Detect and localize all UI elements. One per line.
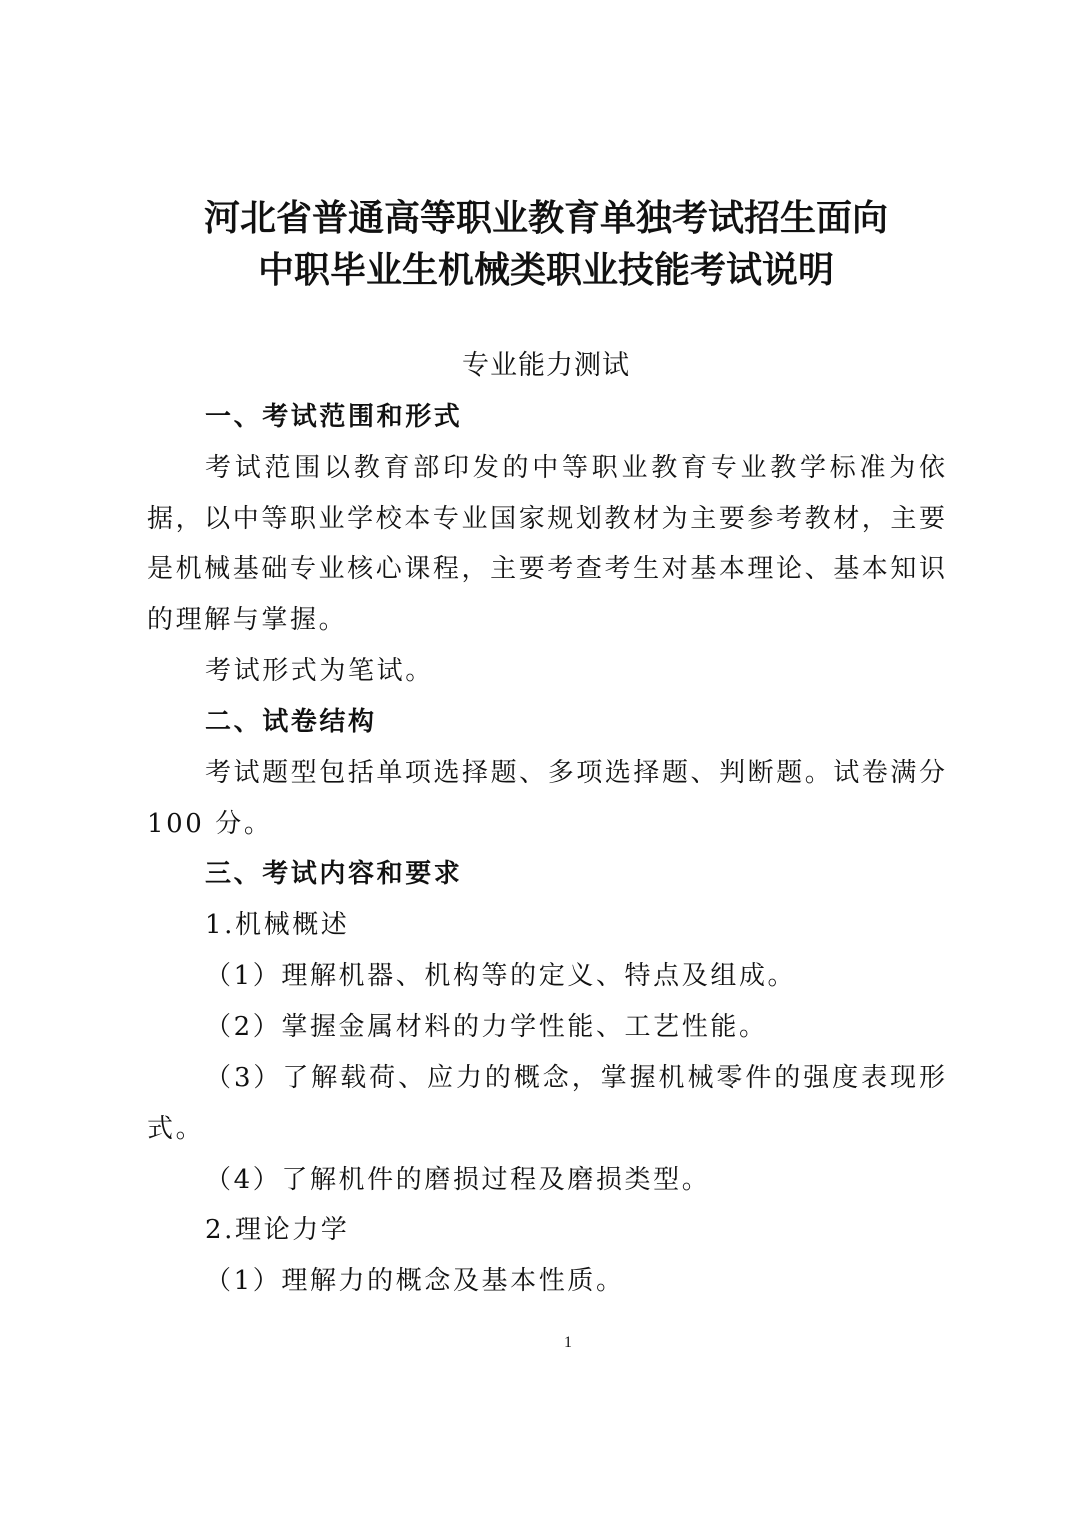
paragraph-line: 考试形式为笔试。 xyxy=(205,656,434,687)
paragraph-line: 100 分。 xyxy=(147,808,273,839)
paragraph-line: 考试范围以教育部印发的中等职业教育专业教学标准为依 xyxy=(205,452,945,483)
subtitle: 专业能力测试 xyxy=(462,350,630,381)
section-2 xyxy=(147,697,945,850)
section-heading: 三、考试内容和要求 xyxy=(205,859,463,890)
list-item-line: （4）了解机件的磨损过程及磨损类型。 xyxy=(205,1164,711,1195)
subsection-1 xyxy=(147,900,945,1205)
list-item xyxy=(147,1053,945,1155)
paragraph xyxy=(147,443,945,646)
page-number: 1 xyxy=(564,1334,572,1351)
list-item-line: （1）理解力的概念及基本性质。 xyxy=(205,1266,625,1297)
subsection-title: 2.理论力学 xyxy=(205,1215,350,1246)
paragraph-line: 是机械基础专业核心课程，主要考查考生对基本理论、基本知识 xyxy=(147,554,945,585)
list-item xyxy=(147,1155,945,1206)
title-line-1: 河北省普通高等职业教育单独考试招生面向 xyxy=(203,197,888,239)
list-item-line: （1）理解机器、机构等的定义、特点及组成。 xyxy=(205,961,797,992)
list-item xyxy=(147,1256,945,1307)
list-item-line: （3）了解载荷、应力的概念，掌握机械零件的强度表现形 xyxy=(205,1062,945,1093)
paragraph xyxy=(147,748,945,850)
list-item xyxy=(147,951,945,1002)
subsection-2 xyxy=(147,1205,945,1307)
document-body xyxy=(147,341,945,1307)
list-item-line: 式。 xyxy=(147,1113,205,1144)
list-item xyxy=(147,1002,945,1053)
paragraph-line: 考试题型包括单项选择题、多项选择题、判断题。试卷满分 xyxy=(205,757,945,788)
subsection-title: 1.机械概述 xyxy=(205,910,350,941)
section-3 xyxy=(147,849,945,1307)
paragraph-line: 据，以中等职业学校本专业国家规划教材为主要参考教材，主要 xyxy=(147,503,945,534)
title-line-2: 中职毕业生机械类职业技能考试说明 xyxy=(257,249,834,291)
paragraph-line: 的理解与掌握。 xyxy=(147,605,348,636)
list-item-line: （2）掌握金属材料的力学性能、工艺性能。 xyxy=(205,1011,768,1042)
section-1 xyxy=(147,392,945,697)
paragraph xyxy=(147,646,945,697)
section-heading: 二、试卷结构 xyxy=(205,706,377,737)
document-title xyxy=(147,192,945,296)
section-heading: 一、考试范围和形式 xyxy=(205,401,463,432)
